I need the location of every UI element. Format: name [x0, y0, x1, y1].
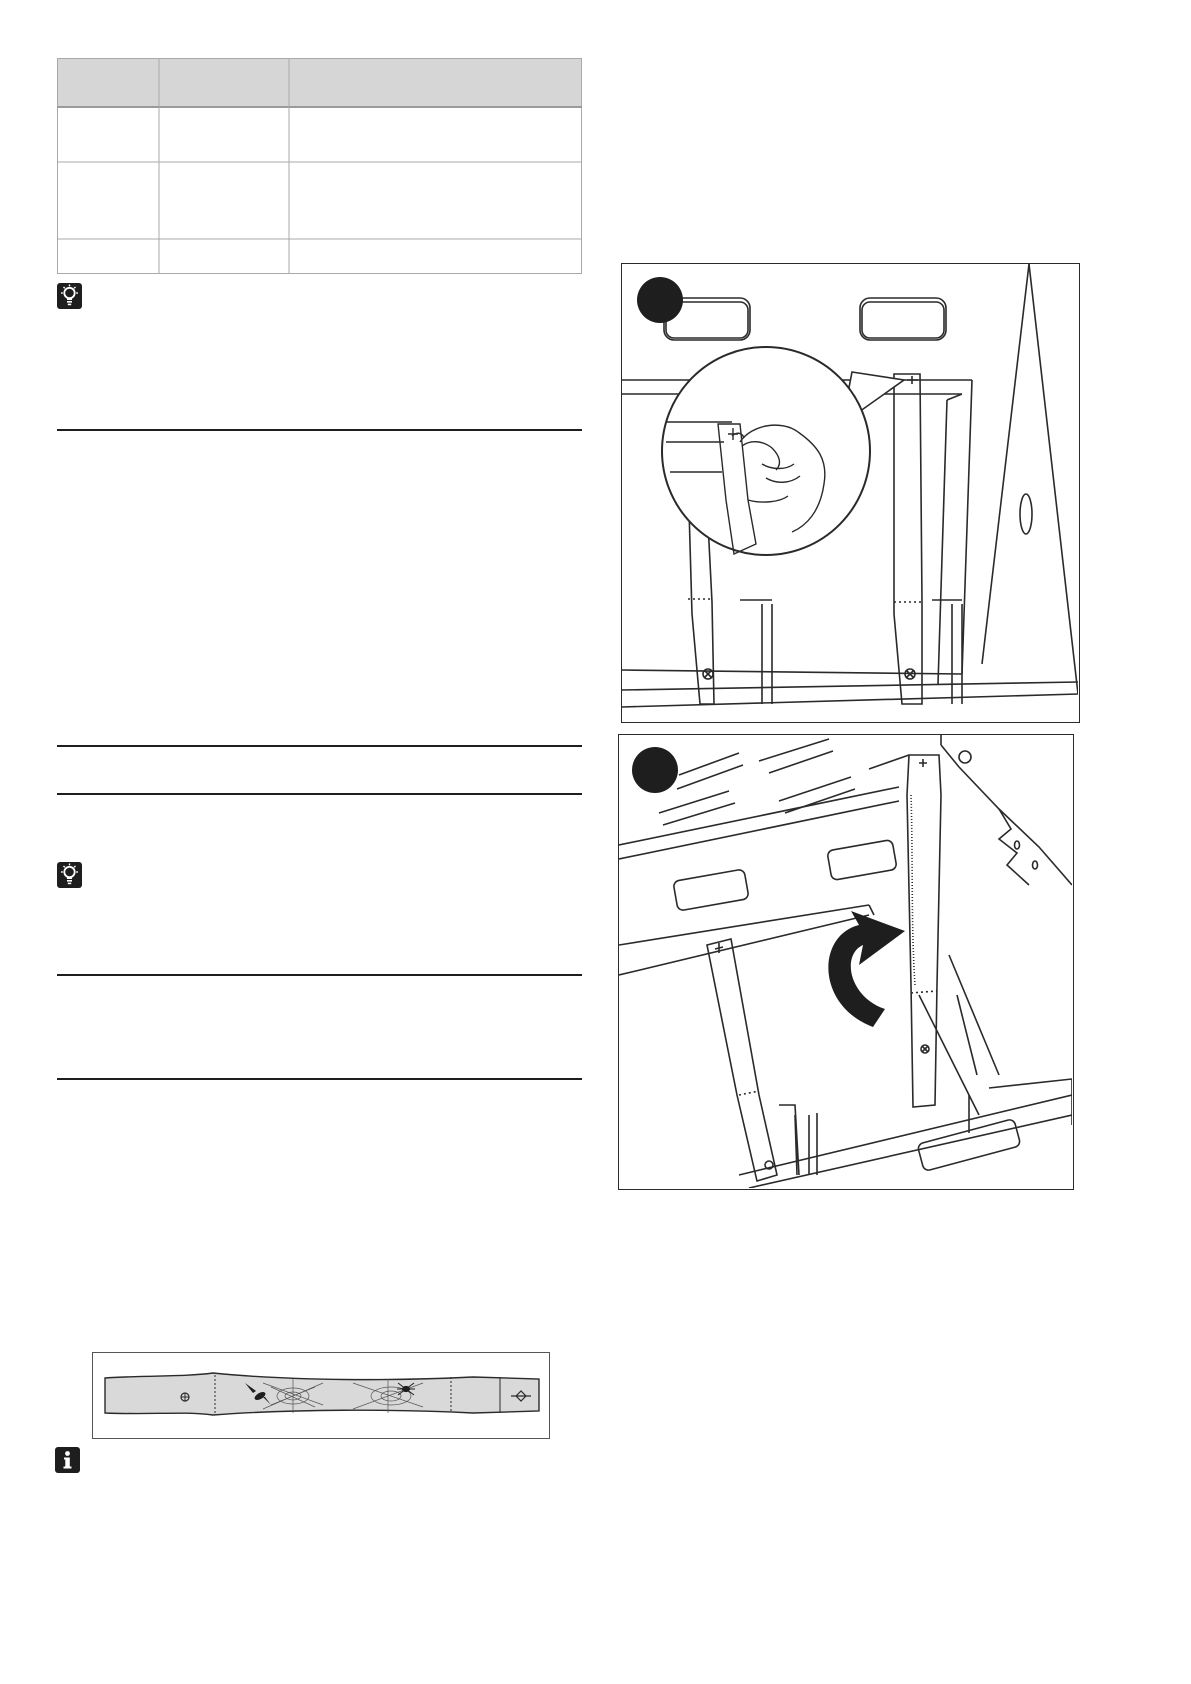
info-icon	[55, 1447, 80, 1473]
section-divider	[57, 429, 582, 431]
lightbulb-tip-icon	[57, 862, 82, 888]
step-1-marker	[637, 277, 683, 323]
burner-tube-obstruction-figure	[92, 1352, 550, 1439]
burner-tube-illustration	[93, 1353, 549, 1438]
step-1-figure	[621, 263, 1080, 723]
section-divider	[57, 745, 582, 747]
step-2-illustration	[619, 735, 1072, 1188]
lightbulb-tip-icon	[57, 283, 82, 309]
section-divider	[57, 1078, 582, 1080]
step-1-illustration	[622, 264, 1078, 721]
section-divider	[57, 974, 582, 976]
step-2-figure	[618, 734, 1074, 1190]
section-divider	[57, 793, 582, 795]
step-2-marker	[632, 747, 678, 793]
specification-table	[57, 58, 582, 274]
